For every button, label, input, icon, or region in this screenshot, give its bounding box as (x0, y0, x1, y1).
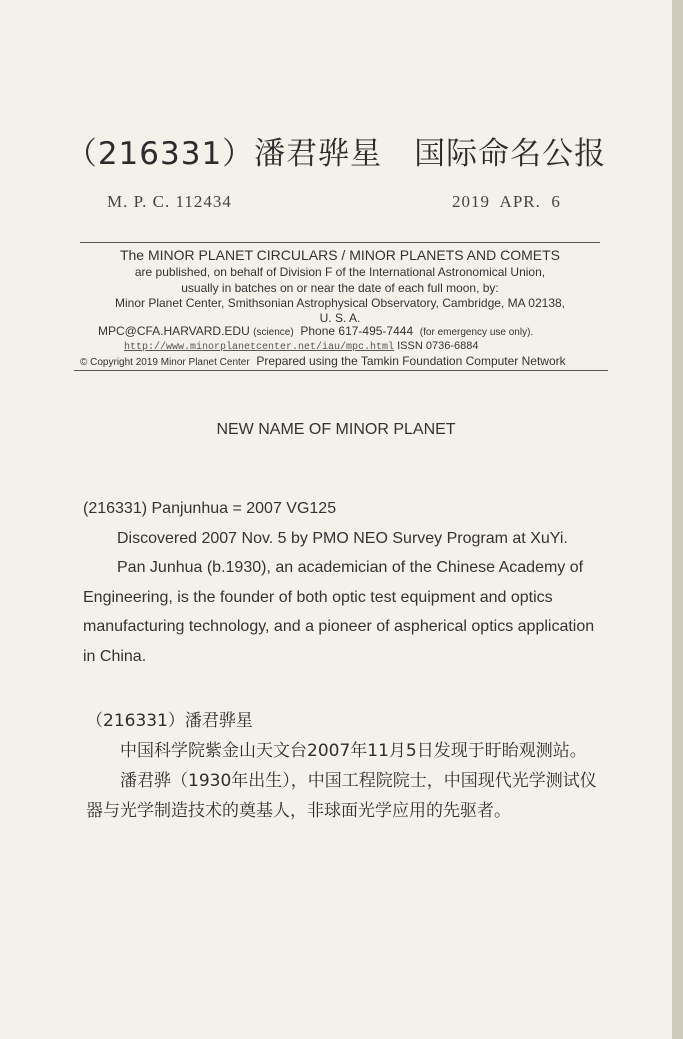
header-line-1: The MINOR PLANET CIRCULARS / MINOR PLANETS AND COMETS (119, 247, 561, 263)
header-science: (science) (253, 327, 294, 338)
section-title: NEW NAME OF MINOR PLANET (216, 421, 456, 438)
page-edge (672, 0, 683, 1039)
english-discovery: Discovered 2007 Nov. 5 by PMO NEO Survey Program at XuYi. (117, 529, 568, 547)
header-emergency: (for emergency use only). (419, 327, 534, 338)
header-copyright: © Copyright 2019 Minor Planet Center (80, 357, 250, 368)
chinese-citation: 潘君骅（1930年出生），中国工程院院士，中国现代光学测试仪器与光学制造技术的奠基人，非球面光学应用的先驱者。 (86, 771, 597, 821)
english-citation: Pan Junhua (b.1930), an academician of the Chinese Academy of Engineering, is the founder of both optic test equipment and optics manufacturing technology, and a pioneer of aspherical optics application in China. (83, 559, 595, 665)
english-entry (83, 494, 603, 671)
header-issn: ISSN 0736-6884 (397, 340, 479, 352)
header-copyright-line (80, 354, 566, 368)
mpc-number: M. P. C. 112434 (107, 192, 232, 211)
chinese-entry (86, 706, 606, 826)
chinese-designation: （216331）潘君骅星 (86, 711, 253, 731)
header-line-2: are published, on behalf of Division F of the International Astronomical Union, (134, 265, 546, 279)
header-line-4: Minor Planet Center, Smithsonian Astrophysical Observatory, Cambridge, MA 02138, (115, 296, 565, 310)
chinese-discovery: 中国科学院紫金山天文台2007年11月5日发现于盱眙观测站。 (120, 741, 587, 761)
english-designation: (216331) Panjunhua = 2007 VG125 (83, 500, 337, 517)
header-contact-line (98, 324, 533, 338)
page-title: （216331）潘君骅星 国际命名公报 (65, 136, 607, 172)
header-url[interactable]: http://www.minorplanetcenter.net/iau/mpc.html (124, 342, 395, 353)
header-bottom-rule (74, 370, 608, 371)
issue-date: 2019 APR. 6 (452, 192, 561, 211)
header-phone: Phone 617-495-7444 (300, 324, 414, 338)
header-line-3: usually in batches on or near the date of each full moon, by: (181, 281, 499, 295)
header-email: MPC@CFA.HARVARD.EDU (98, 324, 250, 338)
header-prepared: Prepared using the Tamkin Foundation Computer Network (256, 354, 566, 368)
header-top-rule (80, 242, 600, 243)
header-url-line (124, 340, 478, 353)
header-line-5: U. S. A. (319, 311, 361, 325)
